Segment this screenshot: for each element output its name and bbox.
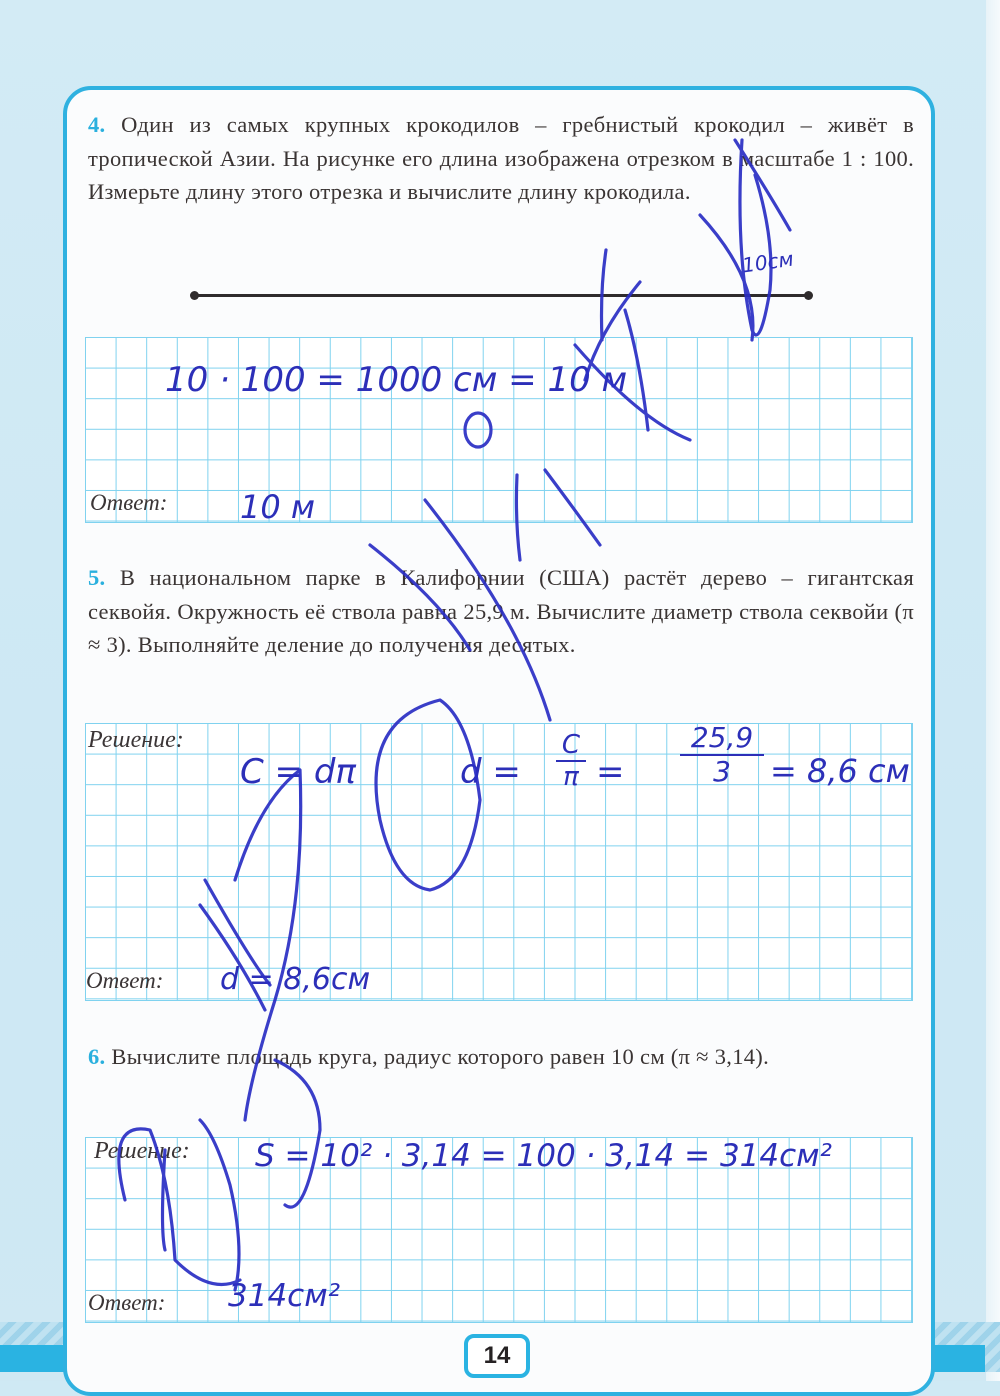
task-4-work: 10 · 100 = 1000 см = 10 м (165, 360, 628, 400)
crocodile-length-segment (193, 294, 811, 297)
fraction-1-numerator: C (561, 730, 581, 760)
segment-annotation: 10см (740, 246, 795, 278)
task-4-answer-label: Ответ: (90, 490, 168, 515)
task-5-statement: В национальном парке в Калифорнии (США) растёт дерево – гигантская секвойя. Окружность её ствола равна 25,9 м. Вычислите диаметр ствола секвойи (π ≈ 3). Выполняйте деление до получения десятых. (88, 565, 914, 657)
task-4-statement: Один из самых крупных крокодилов – гребнистый крокодил – живёт в тропической Азии. На рисунке его длина изображена отрезком в масштабе 1 : 100. Измерьте длину этого отрезка и вычислите длину крокодила. (88, 112, 914, 204)
segment-end-point (804, 291, 813, 300)
task-5-fraction-2 (680, 722, 764, 788)
task-4-number: 4. (88, 112, 106, 137)
task-6-text (88, 1040, 914, 1074)
fraction-2-numerator: 25,9 (680, 722, 764, 756)
task-5-equals: = (596, 752, 625, 792)
segment-start-point (190, 291, 199, 300)
task-5-solution-label: Решение: (88, 727, 184, 753)
task-6-number: 6. (88, 1044, 106, 1069)
task-4-text (88, 108, 914, 209)
page-number: 14 (464, 1334, 530, 1378)
task-5-result: = 8,6 см (770, 752, 910, 790)
task-5-answer-label: Ответ: (86, 968, 164, 993)
task-5-text (88, 561, 914, 662)
task-6-statement: Вычислите площадь круга, радиус которого равен 10 см (π ≈ 3,14). (111, 1044, 770, 1069)
task-5-answer: d = 8,6см (220, 962, 371, 997)
task-5-formula: C = dπ (240, 752, 356, 792)
task-6-solution-label: Решение: (94, 1138, 190, 1164)
task-6-answer: 314см² (228, 1278, 341, 1314)
fraction-1-denominator: π (556, 760, 586, 792)
task-4-answer: 10 м (240, 488, 316, 526)
task-5-fraction-1 (556, 730, 586, 792)
task-5-d-equals: d = (460, 752, 521, 792)
task-6-work: S = 10² · 3,14 = 100 · 3,14 = 314см² (255, 1138, 832, 1174)
task-6-answer-label: Ответ: (88, 1290, 166, 1315)
fraction-2-denominator: 3 (713, 755, 731, 788)
task-5-number: 5. (88, 565, 106, 590)
page-edge (986, 0, 1000, 1381)
